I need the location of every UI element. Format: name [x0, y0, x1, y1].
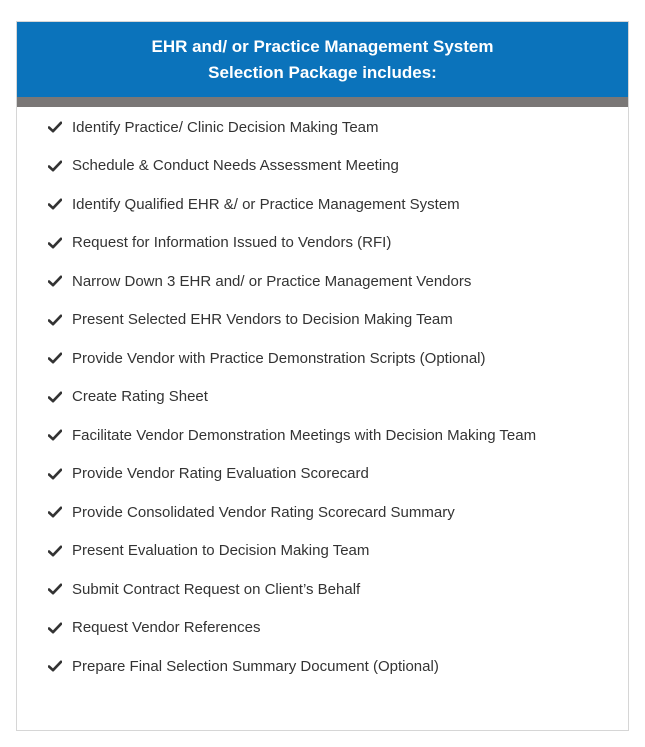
- list-item: [48, 455, 536, 494]
- list-item: [48, 416, 536, 455]
- list-item: [48, 339, 536, 378]
- list-item: [48, 224, 536, 263]
- item-label: Create Rating Sheet: [72, 388, 208, 406]
- item-label: Request Vendor References: [72, 619, 261, 637]
- checkmark-icon: [48, 275, 62, 287]
- list-item: [48, 570, 536, 609]
- item-label: Identify Practice/ Clinic Decision Making Team: [72, 118, 379, 136]
- item-label: Request for Information Issued to Vendors (RFI): [72, 234, 392, 252]
- list-item: [48, 378, 536, 417]
- checkmark-icon: [48, 506, 62, 518]
- item-label: Present Evaluation to Decision Making Team: [72, 542, 370, 560]
- checkmark-icon: [48, 198, 62, 210]
- list-item: [48, 108, 536, 147]
- list-item: [48, 262, 536, 301]
- checkmark-icon: [48, 429, 62, 441]
- checkmark-icon: [48, 352, 62, 364]
- checkmark-icon: [48, 545, 62, 557]
- checkmark-icon: [48, 660, 62, 672]
- list-item: [48, 532, 536, 571]
- item-label: Prepare Final Selection Summary Document (Optional): [72, 657, 439, 675]
- checkmark-icon: [48, 160, 62, 172]
- list-item: [48, 301, 536, 340]
- item-label: Identify Qualified EHR &/ or Practice Management System: [72, 195, 460, 213]
- checkmark-icon: [48, 237, 62, 249]
- package-items-list: [48, 108, 536, 686]
- item-label: Submit Contract Request on Client’s Behalf: [72, 580, 361, 598]
- item-label: Present Selected EHR Vendors to Decision Making Team: [72, 311, 453, 329]
- checkmark-icon: [48, 622, 62, 634]
- checkmark-icon: [48, 314, 62, 326]
- list-item: [48, 493, 536, 532]
- checkmark-icon: [48, 391, 62, 403]
- checkmark-icon: [48, 468, 62, 480]
- item-label: Schedule & Conduct Needs Assessment Meeting: [72, 157, 399, 175]
- list-item: [48, 609, 536, 648]
- package-header: [17, 22, 628, 97]
- checkmark-icon: [48, 583, 62, 595]
- item-label: Provide Consolidated Vendor Rating Scorecard Summary: [72, 503, 455, 521]
- header-accent-bar: [17, 97, 628, 107]
- checkmark-icon: [48, 121, 62, 133]
- list-item: [48, 147, 536, 186]
- item-label: Provide Vendor Rating Evaluation Scorecard: [72, 465, 369, 483]
- list-item: [48, 647, 536, 686]
- list-item: [48, 185, 536, 224]
- item-label: Provide Vendor with Practice Demonstration Scripts (Optional): [72, 349, 486, 367]
- header-title-line-2: Selection Package includes:: [208, 62, 437, 82]
- header-title-line-1: EHR and/ or Practice Management System: [151, 36, 494, 56]
- item-label: Narrow Down 3 EHR and/ or Practice Management Vendors: [72, 272, 472, 290]
- item-label: Facilitate Vendor Demonstration Meetings with Decision Making Team: [72, 426, 537, 444]
